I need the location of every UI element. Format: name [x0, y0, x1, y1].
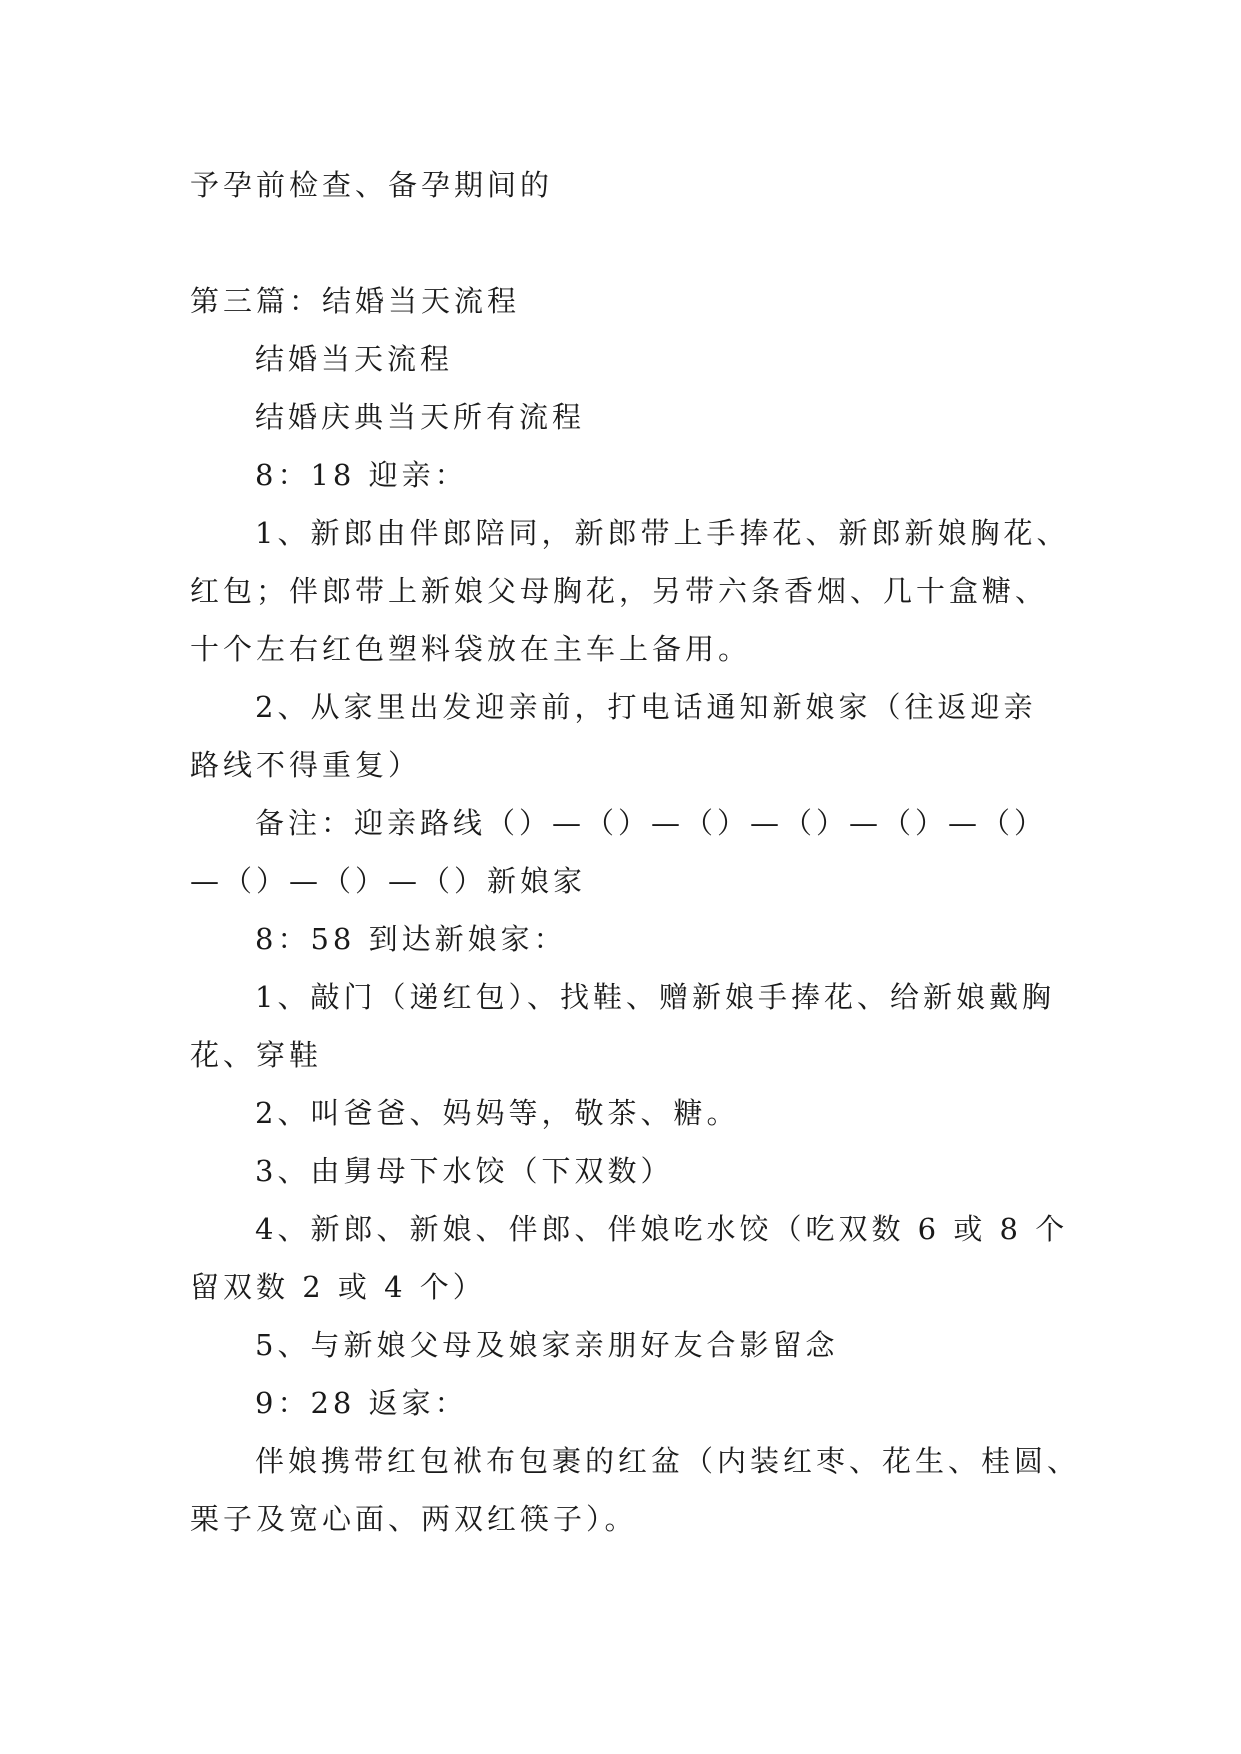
wedding-day-section [190, 272, 1081, 1548]
text-line: 2、叫爸爸、妈妈等，敬茶、糖。 [255, 1096, 740, 1130]
text-line: 十个左右红色塑料袋放在主车上备用。 [190, 632, 752, 666]
text-line: 1、敲门（递红包）、找鞋、赠新娘手捧花、给新娘戴胸 [255, 980, 1055, 1014]
text-line: 伴娘携带红包袱布包裹的红盆（内装红枣、花生、桂圆、 [255, 1444, 1081, 1478]
text-line: 5、与新娘父母及娘家亲朋好友合影留念 [255, 1328, 839, 1362]
text-line: 结婚庆典当天所有流程 [255, 400, 586, 434]
text-line: 栗子及宽心面、两双红筷子）。 [190, 1502, 638, 1536]
text-line: 8：18 迎亲： [255, 458, 468, 492]
text-line: 4、新郎、新娘、伴郎、伴娘吃水饺（吃双数 6 或 8 个 [255, 1212, 1069, 1246]
text-line: 2、从家里出发迎亲前，打电话通知新娘家（往返迎亲 [255, 690, 1037, 724]
text-line: 花、穿鞋 [190, 1038, 323, 1072]
text-line: 路线不得重复） [190, 748, 422, 782]
text-line: 备注：迎亲路线（）—（）—（）—（）—（）—（） [255, 806, 1048, 840]
text-line: 3、由舅母下水饺（下双数） [255, 1154, 674, 1188]
previous-section-fragment [190, 156, 1070, 214]
fragment-line: 予孕前检查、备孕期间的 [190, 168, 554, 202]
text-line: 红包；伴郎带上新娘父母胸花，另带六条香烟、几十盒糖、 [190, 574, 1049, 608]
text-line: 结婚当天流程 [255, 342, 454, 376]
text-line: 留双数 2 或 4 个） [190, 1270, 486, 1304]
text-line: —（）—（）—（）新娘家 [190, 864, 587, 898]
text-line: 8：58 到达新娘家： [255, 922, 567, 956]
section-title: 第三篇：结婚当天流程 [190, 284, 521, 318]
section-body [190, 330, 1081, 1548]
text-line: 9：28 返家： [255, 1386, 468, 1420]
text-line: 1、新郎由伴郎陪同，新郎带上手捧花、新郎新娘胸花、 [255, 516, 1070, 550]
